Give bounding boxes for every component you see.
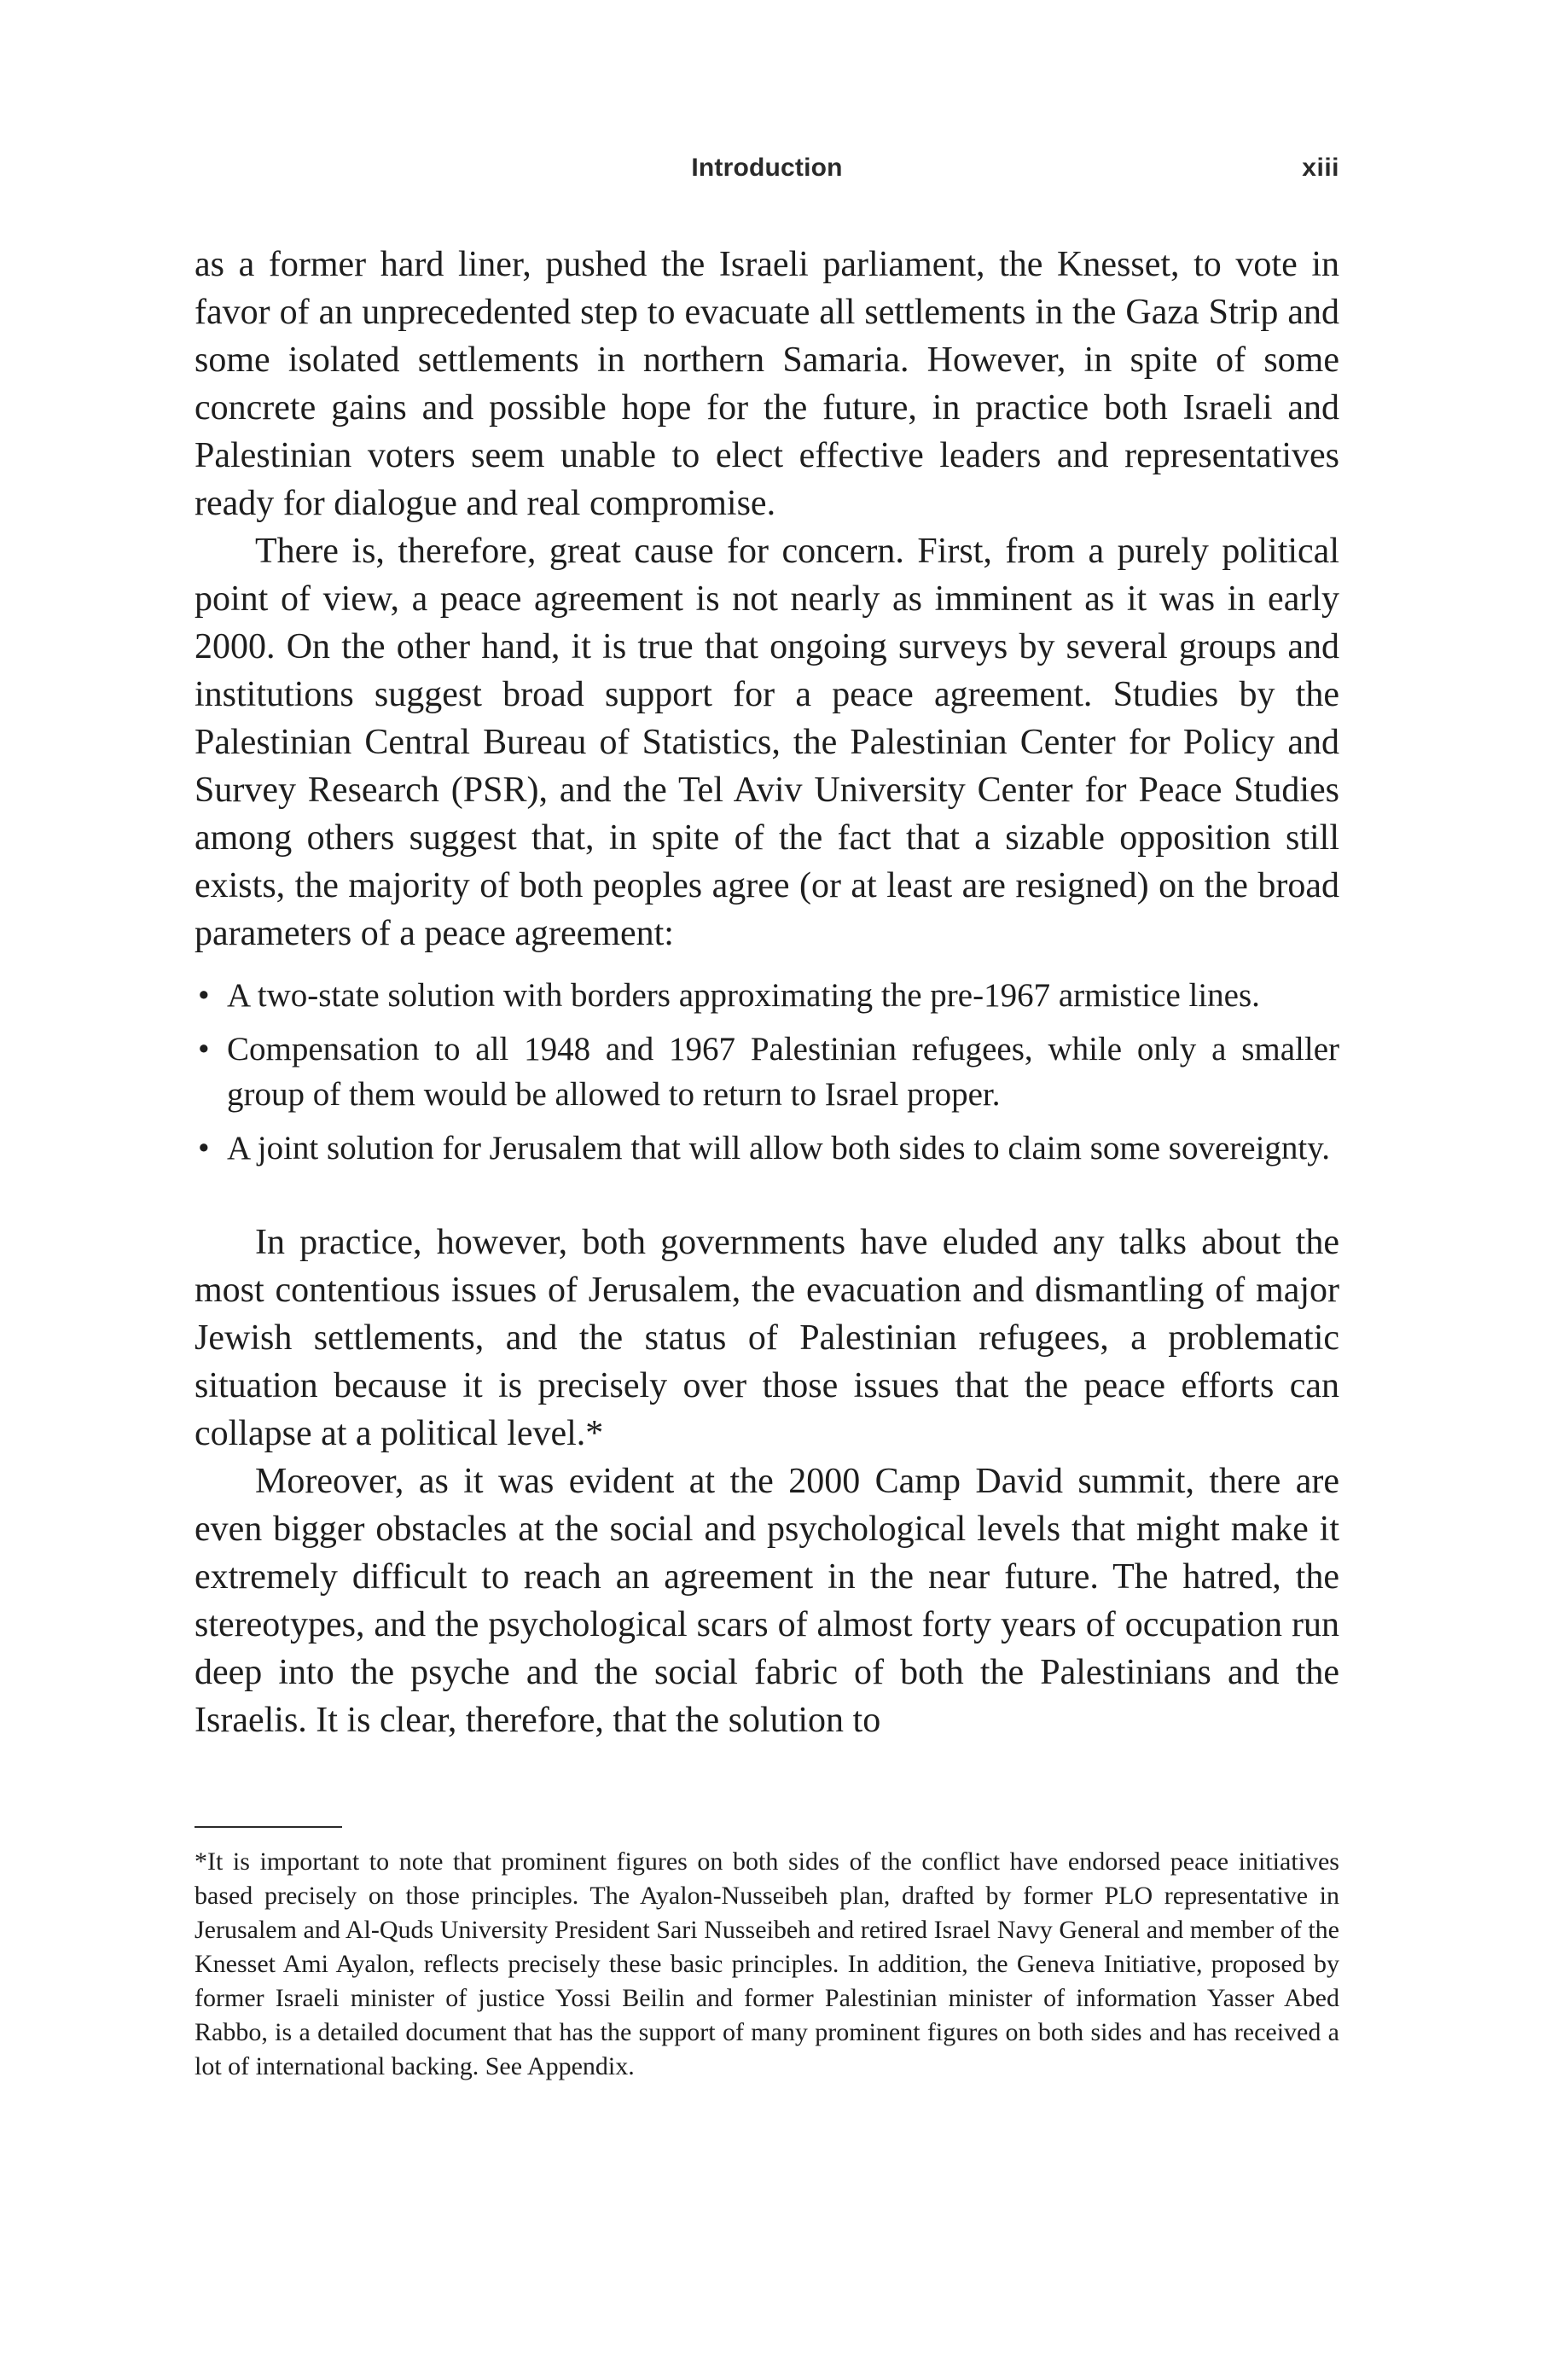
- list-item: [195, 1027, 1339, 1117]
- list-item-text: A two-state solution with borders approximating the pre-1967 armistice lines.: [227, 977, 1260, 1014]
- list-item-text: Compensation to all 1948 and 1967 Palestinian refugees, while only a smaller group of them would be allowed to return to Israel proper.: [227, 1031, 1339, 1113]
- bullet-icon: •: [198, 1130, 210, 1167]
- list-item-text: A joint solution for Jerusalem that will allow both sides to claim some sovereignty.: [227, 1130, 1330, 1167]
- paragraph-continued: as a former hard liner, pushed the Israeli parliament, the Knesset, to vote in favor of an unprecedented step to evacuate all settlements in the Gaza Strip and some isolated settlements in northern Samaria. However, in spite of some concrete gains and possible hope for the future, in practice both Israeli and Palestinian voters seem unable to elect effective leaders and representatives ready for dialogue and real compromise.: [195, 245, 1339, 523]
- footnote: *It is important to note that prominent figures on both sides of the conflict have endorsed peace initiatives based precisely on those principles. The Ayalon-Nusseibeh plan, drafted by former PLO representative in Jerusalem and Al-Quds University President Sari Nusseibeh and retired Israel Navy General and member of the Knesset Ami Ayalon, reflects precisely these basic principles. In addition, the Geneva Initiative, proposed by former Israeli minister of justice Yossi Beilin and former Palestinian minister of information Yasser Abed Rabbo, is a detailed document that has the support of many prominent figures on both sides and has received a lot of international backing. See Appendix.: [195, 1847, 1339, 2080]
- bullet-icon: •: [198, 1031, 210, 1068]
- paragraph-moreover: Moreover, as it was evident at the 2000 Camp David summit, there are even bigger obstacles at the social and psychological levels that might make it extremely difficult to reach an agreement in the near future. The hatred, the stereotypes, and the psychological scars of almost forty years of occupation run deep into the psyche and the social fabric of both the Palestinians and the Israelis. It is clear, therefore, that the solution to: [195, 1462, 1339, 1740]
- running-head: [195, 154, 1339, 188]
- main-text: [195, 241, 1339, 1744]
- list-item: [195, 973, 1339, 1018]
- agreement-parameters-list: [195, 973, 1339, 1171]
- paragraph-in-practice: In practice, however, both governments have eluded any talks about the most contentious issues of Jerusalem, the evacuation and dismantling of major Jewish settlements, and the status of Palestinian refugees, a problematic situation because it is precisely over those issues that the peace efforts can collapse at a political level.*: [195, 1223, 1339, 1453]
- footnote-divider: [195, 1826, 342, 1828]
- page-number: xiii: [1302, 154, 1339, 182]
- chapter-title: Introduction: [691, 154, 843, 182]
- bullet-icon: •: [198, 977, 210, 1014]
- list-item: [195, 1126, 1339, 1171]
- book-page: [195, 0, 1339, 2368]
- paragraph-concern: There is, therefore, great cause for concern. First, from a purely political point of view, a peace agreement is not nearly as imminent as it was in early 2000. On the other hand, it is true that ongoing surveys by several groups and institutions suggest broad support for a peace agreement. Studies by the Palestinian Central Bureau of Statistics, the Palestinian Center for Policy and Survey Research (PSR), and the Tel Aviv University Center for Peace Studies among others suggest that, in spite of the fact that a sizable opposition still exists, the majority of both peoples agree (or at least are resigned) on the broad parameters of a peace agreement:: [195, 532, 1339, 953]
